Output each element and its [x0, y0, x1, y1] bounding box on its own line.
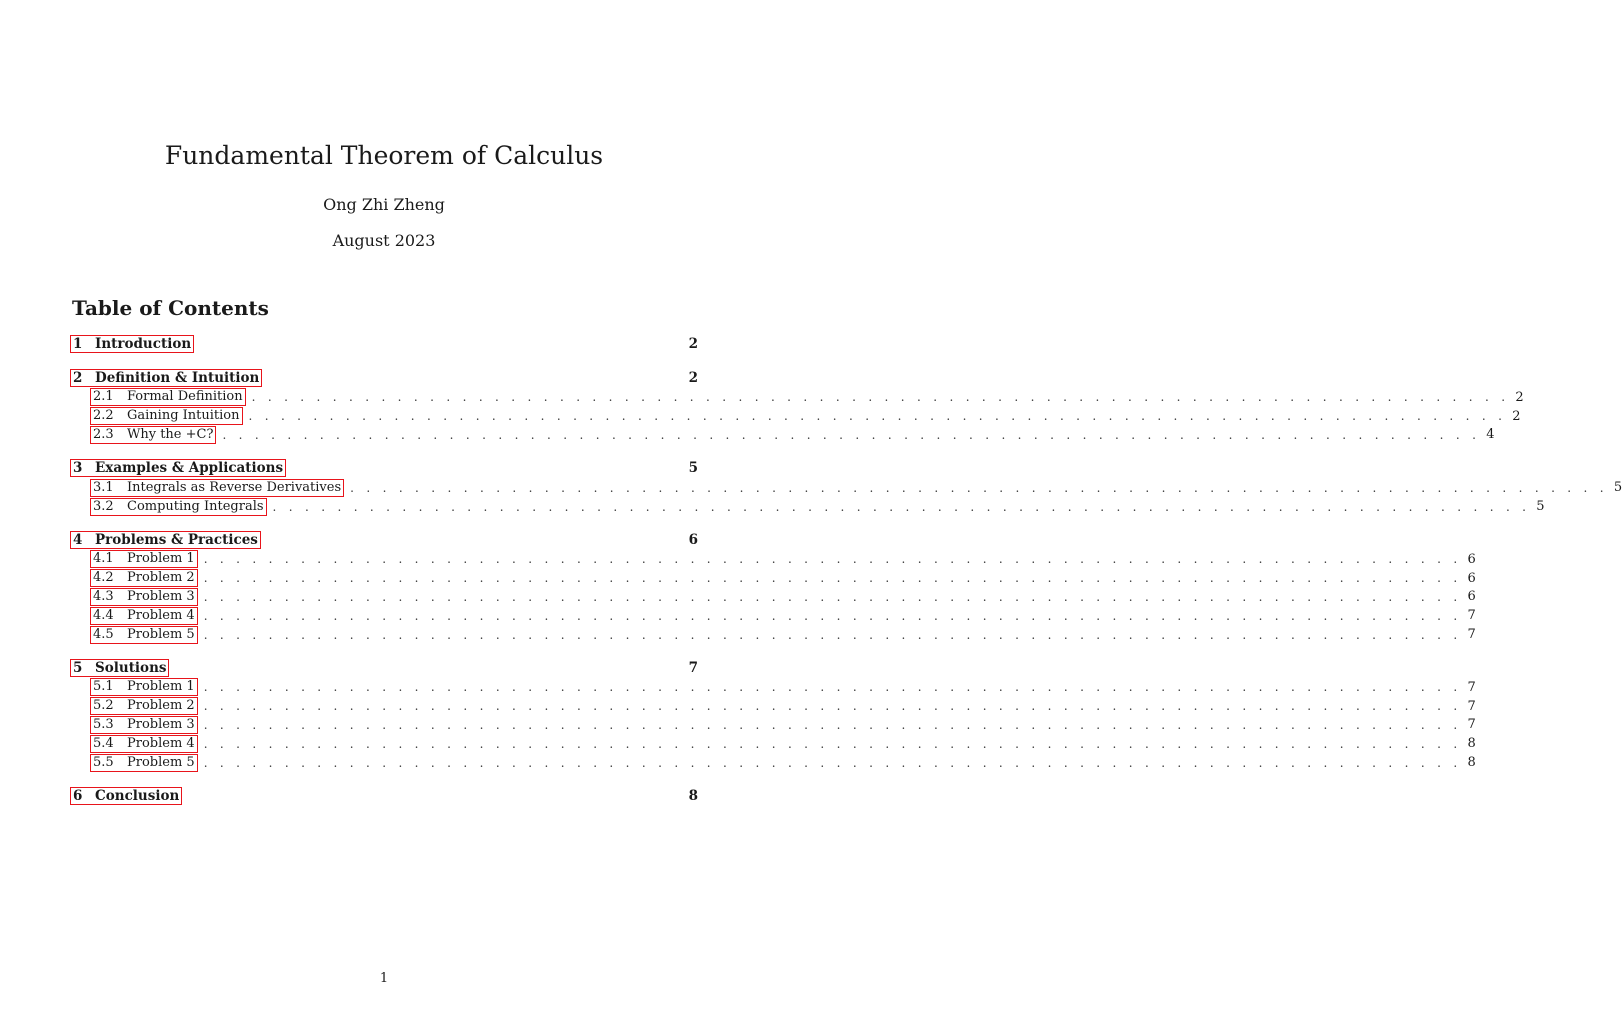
toc-subsection-row — [70, 569, 1476, 588]
toc-dot-leader: . . . . . . . . . . . . . . . . . . . . . . . . . . . . . . . . . . . . . . . . . . . . . . . . . . . . . . . . . . . . . . . . . . . . . . . . . . . . . . — [203, 589, 1462, 604]
toc-subsection-row — [70, 588, 1476, 607]
toc-subsection-page: 5 — [1613, 480, 1622, 496]
toc-subsection-link[interactable] — [90, 697, 198, 715]
toc-dot-leader: . . . . . . . . . . . . . . . . . . . . . . . . . . . . . . . . . . . . . . . . . . . . . . . . . . . . . . . . . . . . . . . . . . . . . . . . . . . . . . — [203, 755, 1462, 770]
document-author: Ong Zhi Zheng — [323, 195, 445, 214]
toc-subsection-row — [70, 388, 1524, 407]
toc-section-page: 2 — [688, 336, 698, 352]
toc-subsection-number: 5.4 — [93, 735, 114, 751]
toc-subsection-title: Problem 1 — [127, 679, 195, 695]
toc-subsection-title: Problem 5 — [127, 626, 195, 642]
toc-subsection-link[interactable] — [90, 550, 198, 568]
toc-subsection-link[interactable] — [90, 678, 198, 696]
toc-subsection-row — [70, 734, 1476, 753]
toc-section-link[interactable] — [70, 459, 286, 477]
toc-subsection-title: Problem 2 — [127, 570, 195, 586]
toc-dot-leader: . . . . . . . . . . . . . . . . . . . . . . . . . . . . . . . . . . . . . . . . . . . . . . . . . . . . . . . . . . . . . . . . . . . . . . . . . . . . . . — [203, 699, 1462, 714]
toc-section-link[interactable] — [70, 787, 182, 805]
toc-heading: Table of Contents — [72, 296, 269, 320]
toc-subsection-title: Formal Definition — [127, 389, 243, 405]
toc-subsection-page: 8 — [1467, 736, 1476, 752]
toc-dot-leader: . . . . . . . . . . . . . . . . . . . . . . . . . . . . . . . . . . . . . . . . . . . . . . . . . . . . . . . . . . . . . . . . . . . . . . . . . . . . . . — [222, 427, 1481, 442]
toc-section-page: 6 — [688, 531, 698, 548]
toc-subsection-link[interactable] — [90, 479, 344, 497]
toc-subsection-number: 4.3 — [93, 588, 114, 604]
toc-subsection-page: 2 — [1512, 408, 1521, 424]
toc-subsection-number: 2.1 — [93, 389, 114, 405]
toc-subsection-title: Problem 1 — [127, 551, 195, 567]
page-number: 1 — [379, 971, 389, 986]
toc-section-title: Solutions — [95, 659, 167, 676]
toc-subsection-link[interactable] — [90, 407, 243, 425]
toc-subsection-title: Why the +C? — [127, 426, 214, 442]
toc-section-number: 1 — [73, 336, 83, 352]
toc-subsection-title: Computing Integrals — [127, 498, 264, 514]
toc-subsection-link[interactable] — [90, 716, 198, 734]
toc-section — [70, 530, 1476, 644]
toc-subsection-title: Problem 4 — [127, 735, 195, 751]
toc-subsection-number: 4.5 — [93, 626, 114, 642]
toc-subsection-number: 5.2 — [93, 698, 114, 714]
toc-section-row — [70, 368, 698, 388]
toc-subsection-link[interactable] — [90, 569, 198, 587]
toc-subsection-row — [70, 606, 1476, 625]
toc-subsection-number: 5.1 — [93, 679, 114, 695]
toc-dot-leader: . . . . . . . . . . . . . . . . . . . . . . . . . . . . . . . . . . . . . . . . . . . . . . . . . . . . . . . . . . . . . . . . . . . . . . . . . . . . . . — [203, 571, 1462, 586]
toc-section-link[interactable] — [70, 369, 262, 387]
table-of-contents — [70, 334, 1622, 820]
toc-section-row — [70, 786, 698, 806]
toc-subsection-link[interactable] — [90, 735, 198, 753]
toc-section-link[interactable] — [70, 531, 261, 549]
toc-section-page: 2 — [688, 370, 698, 386]
toc-subsection-title: Problem 5 — [127, 754, 195, 770]
toc-subsection-number: 5.3 — [93, 716, 114, 732]
toc-subsection-row — [70, 550, 1476, 569]
toc-subsection-number: 4.4 — [93, 607, 114, 623]
document-date: August 2023 — [332, 231, 436, 250]
toc-subsection-link[interactable] — [90, 754, 198, 772]
toc-subsection-number: 4.1 — [93, 551, 114, 567]
toc-section-row — [70, 334, 698, 354]
toc-dot-leader: . . . . . . . . . . . . . . . . . . . . . . . . . . . . . . . . . . . . . . . . . . . . . . . . . . . . . . . . . . . . . . . . . . . . . . . . . . . . . . — [203, 717, 1462, 732]
toc-section-number: 2 — [73, 370, 83, 386]
toc-subsection-row — [70, 753, 1476, 772]
toc-subsection-title: Problem 3 — [127, 716, 195, 732]
toc-subsection-link[interactable] — [90, 388, 246, 406]
toc-subsection-row — [70, 625, 1476, 644]
toc-section-number: 6 — [73, 787, 83, 804]
toc-section-page: 5 — [688, 460, 698, 477]
toc-subsection-page: 8 — [1467, 755, 1476, 771]
toc-section-page: 7 — [688, 659, 698, 676]
toc-subsection-page: 7 — [1467, 627, 1476, 643]
toc-subsection-page: 6 — [1467, 589, 1476, 605]
toc-section-row — [70, 458, 698, 478]
toc-subsection-title: Problem 2 — [127, 698, 195, 714]
toc-subsection-link[interactable] — [90, 607, 198, 625]
toc-dot-leader: . . . . . . . . . . . . . . . . . . . . . . . . . . . . . . . . . . . . . . . . . . . . . . . . . . . . . . . . . . . . . . . . . . . . . . . . . . . . . . — [203, 627, 1462, 642]
toc-section-link[interactable] — [70, 335, 194, 353]
toc-subsection-title: Integrals as Reverse Derivatives — [127, 479, 342, 495]
toc-subsection-number: 3.2 — [93, 498, 114, 514]
toc-dot-leader: . . . . . . . . . . . . . . . . . . . . . . . . . . . . . . . . . . . . . . . . . . . . . . . . . . . . . . . . . . . . . . . . . . . . . . . . . . . . . . — [350, 480, 1608, 495]
toc-subsection-link[interactable] — [90, 498, 267, 516]
toc-subsection-row — [70, 407, 1521, 426]
toc-subsection-link[interactable] — [90, 588, 198, 606]
toc-subsection-page: 7 — [1467, 717, 1476, 733]
toc-subsection-number: 5.5 — [93, 754, 114, 770]
toc-dot-leader: . . . . . . . . . . . . . . . . . . . . . . . . . . . . . . . . . . . . . . . . . . . . . . . . . . . . . . . . . . . . . . . . . . . . . . . . . . . . . . — [203, 608, 1462, 623]
toc-dot-leader: . . . . . . . . . . . . . . . . . . . . . . . . . . . . . . . . . . . . . . . . . . . . . . . . . . . . . . . . . . . . . . . . . . . . . . . . . . . . . . — [203, 552, 1462, 567]
toc-section-number: 4 — [73, 531, 83, 548]
toc-subsection-page: 7 — [1467, 698, 1476, 714]
toc-subsection-number: 2.2 — [93, 408, 114, 424]
toc-subsection-number: 3.1 — [93, 479, 114, 495]
toc-subsection-title: Problem 3 — [127, 588, 195, 604]
toc-subsection-page: 6 — [1467, 551, 1476, 567]
toc-section — [70, 368, 1524, 444]
toc-subsection-row — [70, 497, 1545, 516]
toc-subsection-row — [70, 678, 1476, 697]
toc-section-title: Conclusion — [95, 787, 180, 804]
toc-subsection-row — [70, 697, 1476, 716]
toc-section-number: 3 — [73, 460, 83, 477]
toc-subsection-page: 4 — [1486, 427, 1495, 443]
toc-section-title: Problems & Practices — [95, 531, 258, 548]
toc-section-page: 8 — [688, 787, 698, 804]
toc-section-link[interactable] — [70, 659, 169, 677]
toc-dot-leader: . . . . . . . . . . . . . . . . . . . . . . . . . . . . . . . . . . . . . . . . . . . . . . . . . . . . . . . . . . . . . . . . . . . . . . . . . . . . . . — [272, 499, 1531, 514]
toc-subsection-row — [70, 716, 1476, 735]
toc-subsection-page: 7 — [1467, 679, 1476, 695]
toc-section-number: 5 — [73, 659, 83, 676]
toc-subsection-title: Problem 4 — [127, 607, 195, 623]
toc-subsection-title: Gaining Intuition — [127, 408, 240, 424]
toc-subsection-number: 2.3 — [93, 426, 114, 442]
toc-subsection-number: 4.2 — [93, 570, 114, 586]
toc-subsection-link[interactable] — [90, 626, 198, 644]
toc-subsection-row — [70, 478, 1622, 497]
toc-subsection-page: 5 — [1536, 499, 1545, 515]
toc-section — [70, 334, 698, 354]
toc-subsection-row — [70, 426, 1495, 445]
document-title: Fundamental Theorem of Calculus — [164, 141, 604, 170]
toc-dot-leader: . . . . . . . . . . . . . . . . . . . . . . . . . . . . . . . . . . . . . . . . . . . . . . . . . . . . . . . . . . . . . . . . . . . . . . . . . . . . . . — [248, 409, 1507, 424]
toc-section-title: Introduction — [95, 336, 192, 352]
toc-subsection-page: 6 — [1467, 570, 1476, 586]
toc-subsection-page: 2 — [1515, 389, 1524, 405]
toc-section — [70, 658, 1476, 772]
toc-dot-leader: . . . . . . . . . . . . . . . . . . . . . . . . . . . . . . . . . . . . . . . . . . . . . . . . . . . . . . . . . . . . . . . . . . . . . . . . . . . . . . — [203, 680, 1462, 695]
toc-section-title: Definition & Intuition — [95, 370, 260, 386]
toc-subsection-link[interactable] — [90, 426, 216, 444]
toc-dot-leader: . . . . . . . . . . . . . . . . . . . . . . . . . . . . . . . . . . . . . . . . . . . . . . . . . . . . . . . . . . . . . . . . . . . . . . . . . . . . . . — [251, 390, 1510, 405]
toc-section — [70, 458, 1622, 516]
toc-dot-leader: . . . . . . . . . . . . . . . . . . . . . . . . . . . . . . . . . . . . . . . . . . . . . . . . . . . . . . . . . . . . . . . . . . . . . . . . . . . . . . — [203, 736, 1462, 751]
toc-section — [70, 786, 698, 806]
toc-section-row — [70, 530, 698, 550]
toc-section-row — [70, 658, 698, 678]
toc-section-title: Examples & Applications — [95, 460, 284, 477]
toc-subsection-page: 7 — [1467, 608, 1476, 624]
